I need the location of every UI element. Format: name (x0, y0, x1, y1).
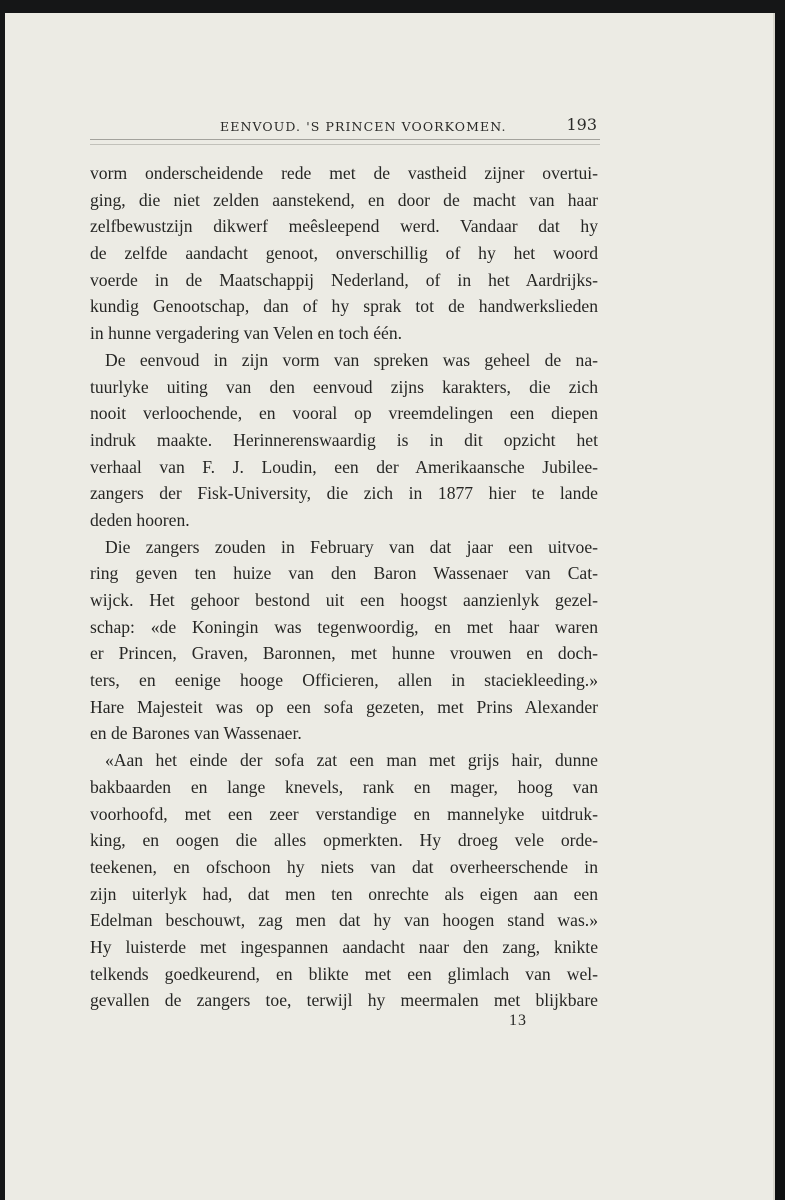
text-line: zangers der Fisk-University, die zich in 1877 hier te lande (90, 483, 598, 504)
text-line: tuurlyke uiting van den eenvoud zijns karakters, die zich (90, 376, 598, 397)
text-line: kundig Genootschap, dan of hy sprak tot de handwerkslieden (90, 296, 598, 317)
text-line: schap: «de Koningin was tegenwoordig, en met haar waren (90, 616, 598, 637)
text-line: verhaal van F. J. Loudin, een der Amerikaansche Jubilee- (90, 456, 598, 477)
text-line: zijn uiterlyk had, dat men ten onrechte als eigen aan een (90, 883, 598, 904)
text-line: ring geven ten huize van den Baron Wassenaer van Cat- (90, 563, 598, 584)
text-line: gevallen de zangers toe, terwijl hy meermalen met blijkbare (90, 990, 598, 1011)
text-line: «Aan het einde der sofa zat een man met grijs hair, dunne (105, 750, 598, 771)
text-line: Hy luisterde met ingespannen aandacht naar den zang, knikte (90, 936, 598, 957)
text-line: Die zangers zouden in February van dat jaar een uitvoe- (105, 536, 598, 557)
text-line: ging, die niet zelden aanstekend, en door de macht van haar (90, 189, 598, 210)
text-line: bakbaarden en lange knevels, rank en mager, hoog van (90, 776, 598, 797)
text-line: Edelman beschouwt, zag men dat hy van hoogen stand was.» (90, 910, 598, 931)
text-line: king, en oogen die alles opmerkten. Hy droeg vele orde- (90, 830, 598, 851)
text-line: voerde in de Maatschappij Nederland, of in het Aardrijks- (90, 269, 598, 290)
page-header (90, 113, 597, 135)
header-rule (90, 139, 600, 145)
text-line: teekenen, en ofschoon hy niets van dat overheerschende in (90, 856, 598, 877)
text-line: deden hooren. (90, 509, 190, 530)
text-line: voorhoofd, met een zeer verstandige en mannelyke uitdruk- (90, 803, 598, 824)
body-text (90, 160, 598, 1014)
text-line: Hare Majesteit was op een sofa gezeten, met Prins Alexander (90, 696, 598, 717)
signature-mark: 13 (509, 1012, 527, 1029)
text-line: en de Barones van Wassenaer. (90, 723, 302, 744)
running-head: EENVOUD. 'S PRINCEN VOORKOMEN. (220, 119, 507, 134)
text-line: wijck. Het gehoor bestond uit een hoogst aanzienlyk gezel- (90, 590, 598, 610)
text-line: telkends goedkeurend, en blikte met een glimlach van wel- (90, 963, 598, 984)
text-line: indruk maakte. Herinnerenswaardig is in dit opzicht het (90, 429, 598, 450)
text-line: nooit verloochende, en vooral op vreemdelingen een diepen (90, 403, 598, 424)
text-line: de zelfde aandacht genoot, onverschillig of hy het woord (90, 243, 598, 264)
text-line: er Princen, Graven, Baronnen, met hunne vrouwen en doch- (90, 643, 598, 664)
text-line: vorm onderscheidende rede met de vastheid zijner overtui- (90, 163, 598, 183)
page-edge-shadow (775, 20, 785, 1200)
text-line: zelfbewustzijn dikwerf meêsleepend werd. Vandaar dat hy (90, 216, 598, 237)
text-line: De eenvoud in zijn vorm van spreken was geheel de na- (105, 349, 598, 370)
text-line: in hunne vergadering van Velen en toch één. (90, 323, 403, 344)
page-number: 193 (566, 115, 597, 134)
text-line: ters, en eenige hooge Officieren, allen in staciekleeding.» (90, 670, 598, 691)
